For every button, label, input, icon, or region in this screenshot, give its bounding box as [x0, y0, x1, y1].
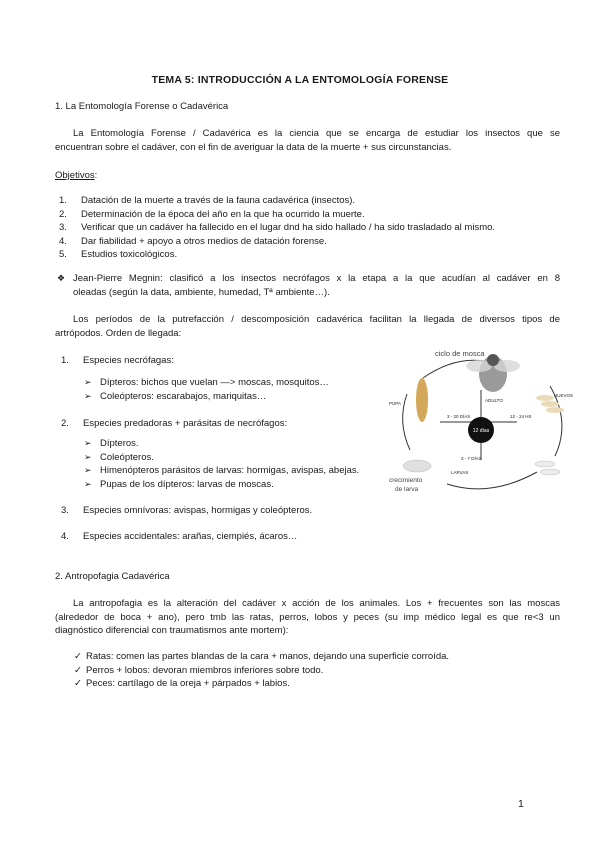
objective-item — [59, 194, 569, 208]
objective-text: Estudios toxicológicos. — [81, 249, 178, 260]
page-title: TEMA 5: INTRODUCCIÓN A LA ENTOMOLOGÍA FORENSE — [151, 74, 449, 86]
antropofagia-line-1: La antropofagia es la alteración del cadáver x acción de los animales. Los + frecuentes son las moscas — [73, 598, 560, 609]
sub-item-text: Dípteros: bichos que vuelan —> moscas, mosquitos… — [100, 377, 329, 388]
growth-label-2: de larva — [395, 486, 419, 493]
duration-eggs-label: 12 - 24 HS — [510, 414, 532, 419]
duration-larvae-label: 3 - 7 DÍAS — [461, 456, 482, 461]
species-text: Especies predadoras + parásitas de necrófagos: — [83, 418, 288, 429]
larvae-label: LARVAS — [451, 470, 469, 475]
species-number: 2. — [61, 418, 69, 429]
sub-item — [84, 390, 329, 404]
megnin-line-1 — [57, 272, 560, 286]
species-item — [61, 417, 287, 431]
objective-number: 5. — [59, 249, 67, 260]
necrofagas-sublist — [84, 376, 329, 403]
animals-checklist — [74, 650, 449, 691]
check-item — [74, 664, 449, 678]
egg-shape — [536, 395, 554, 401]
larva-small-shape — [540, 469, 560, 475]
intro-line-1: La Entomología Forense / Cadavérica es la ciencia que se encarga de estudiar los insectos que se — [73, 128, 560, 139]
sub-item — [84, 451, 359, 465]
sub-item-text: Coleópteros: escarabajos, mariquitas… — [100, 390, 267, 402]
arrow-bullet-icon: ➢ — [84, 390, 92, 401]
intro-paragraph — [55, 127, 560, 154]
eggs-label: HUEVOS — [554, 393, 574, 398]
arrow-bullet-icon: ➢ — [84, 465, 92, 475]
objective-number: 2. — [59, 208, 67, 220]
page-number: 1 — [518, 798, 524, 810]
objective-number: 4. — [59, 235, 67, 247]
growth-label-1: crecimiento — [389, 477, 423, 484]
objective-number: 3. — [59, 222, 67, 233]
arrow-bullet-icon: ➢ — [84, 478, 92, 489]
intro-line-2: encuentran sobre el cadáver, con el fin de averiguar la data de la muerte + sus circunstancias. — [55, 141, 452, 153]
objective-text: Dar fiabilidad + apoyo a otros medios de datación forense. — [81, 235, 327, 247]
species-text: Especies omnívoras: avispas, hormigas y coleópteros. — [83, 505, 313, 516]
antropofagia-paragraph — [55, 597, 560, 638]
check-item-text: Peces: cartílago de la oreja + párpados + labios. — [86, 678, 290, 689]
sub-item — [84, 376, 329, 390]
section-2-heading: 2. Antropofagia Cadavérica — [55, 571, 170, 582]
periods-line-2: artrópodos. Orden de llegada: — [55, 327, 182, 339]
diamond-bullet-icon: ❖ — [57, 273, 66, 283]
check-item-text: Perros + lobos: devoran miembros inferiores sobre todo. — [86, 664, 324, 676]
species-item — [61, 504, 312, 518]
checkmark-icon: ✓ — [74, 664, 82, 676]
periods-paragraph — [55, 313, 560, 340]
species-number: 3. — [61, 505, 69, 516]
egg-shape — [541, 401, 559, 407]
center-label: 12 días — [472, 428, 490, 434]
sub-item-text: Pupas de los dípteros: larvas de moscas. — [100, 478, 274, 490]
objective-text: Determinación de la época del año en la que ha ocurrido la muerte. — [81, 208, 365, 220]
species-item — [61, 354, 174, 368]
pupa-label: PUPA — [389, 401, 401, 406]
checkmark-icon: ✓ — [74, 678, 82, 689]
egg-shape — [546, 407, 564, 413]
cycle-arc-left — [403, 394, 410, 450]
species-text: Especies necrófagas: — [83, 355, 174, 366]
megnin-line-2: oleadas (según la data, ambiente, humedad, Tª ambiente…). — [73, 286, 330, 298]
fly-life-cycle-diagram — [385, 350, 580, 500]
objective-text: Verificar que un cadáver ha fallecido en el lugar dnd ha sido hallado / ha sido trasladado al mismo. — [81, 222, 496, 233]
species-number: 4. — [61, 531, 69, 542]
duration-pupa-label: 3 - 20 DÍAS — [447, 414, 471, 419]
species-number: 1. — [61, 355, 69, 366]
megnin-paragraph — [57, 272, 560, 299]
arrow-bullet-icon: ➢ — [84, 438, 92, 448]
adult-label: ADULTO — [485, 398, 503, 403]
sub-item — [84, 464, 359, 478]
periods-line-1: Los períodos de la putrefacción / descomposición cadavérica facilitan la llegada de diversos tipos de — [73, 314, 560, 325]
species-text: Especies accidentales: arañas, ciempiés, ácaros… — [83, 531, 298, 542]
check-item-text: Ratas: comen las partes blandas de la cara + manos, dejando una superficie corroída. — [86, 651, 450, 662]
objectives-list — [59, 194, 569, 262]
objective-item — [59, 235, 569, 249]
fly-head — [487, 354, 499, 366]
section-1-heading: 1. La Entomología Forense o Cadavérica — [55, 101, 229, 112]
objective-item — [59, 208, 569, 222]
antropofagia-line-3: diagnóstico diferencial con traumatismos ante mortem): — [55, 625, 289, 636]
cycle-title-label: ciclo de mosca — [435, 350, 485, 358]
checkmark-icon: ✓ — [74, 651, 82, 662]
pupa-shape — [416, 378, 428, 422]
predadoras-sublist — [84, 437, 359, 491]
sub-item — [84, 478, 359, 492]
arrow-bullet-icon: ➢ — [84, 451, 92, 462]
objective-item — [59, 221, 569, 235]
larva-small-shape — [535, 461, 555, 467]
objective-item — [59, 248, 569, 262]
check-item — [74, 650, 449, 664]
arrow-bullet-icon: ➢ — [84, 377, 92, 387]
sub-item-text: Coleópteros. — [100, 451, 154, 463]
megnin-text: Jean-Pierre Megnin: clasificó a los insectos necrófagos x la etapa a la que acudían al cadáver en 8 — [73, 273, 560, 284]
sub-item-text: Dípteros. — [100, 438, 139, 449]
sub-item — [84, 437, 359, 451]
check-item — [74, 677, 449, 691]
antropofagia-line-2: (alrededor de boca + ano), pero tmb las ratas, perros, lobos y peces (su imp médico legal es que re<3 un — [55, 611, 560, 623]
larva-large-shape — [403, 460, 431, 472]
objective-number: 1. — [59, 195, 67, 206]
sub-item-text: Himenópteros parásitos de larvas: hormigas, avispas, abejas. — [100, 465, 360, 476]
species-item — [61, 530, 297, 544]
objectives-label: Objetivos: — [55, 170, 98, 181]
objective-text: Datación de la muerte a través de la fauna cadavérica (insectos). — [81, 195, 356, 206]
objectives-label-text: Objetivos — [55, 170, 95, 181]
